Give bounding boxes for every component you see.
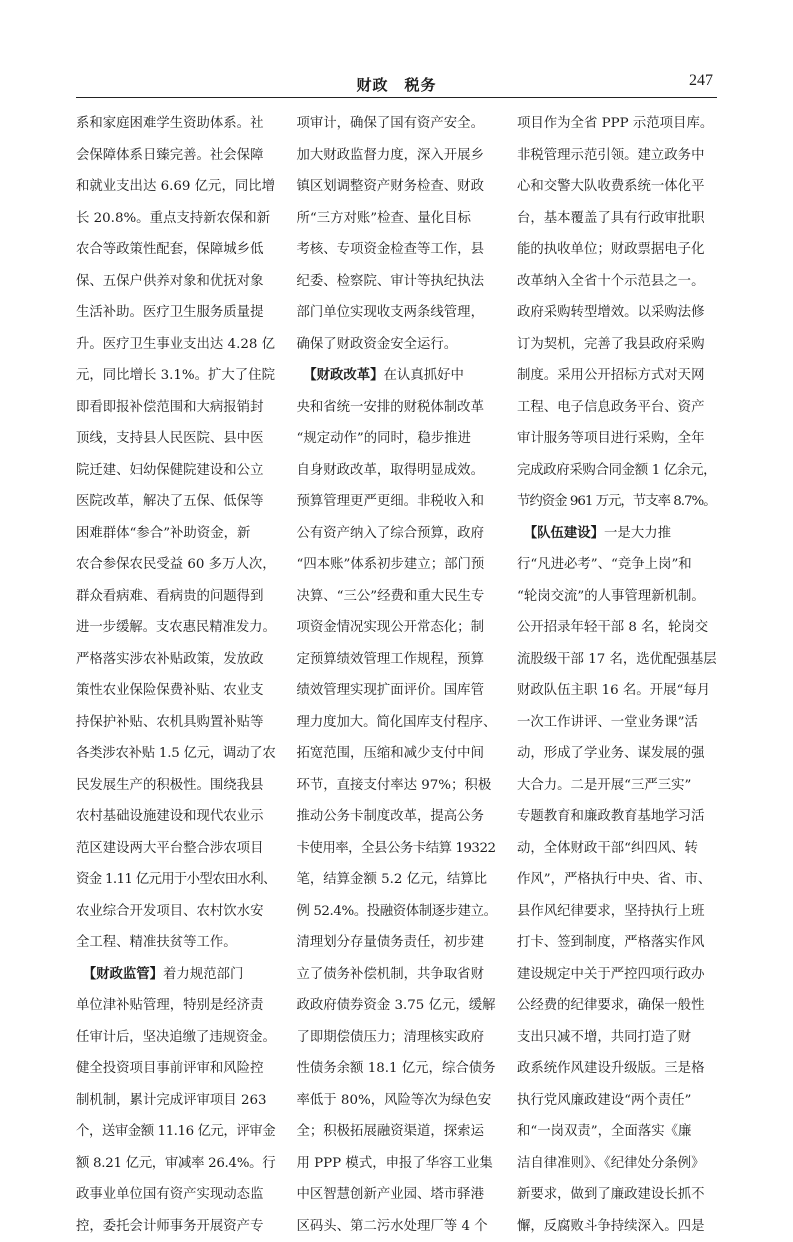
text-line: 生活补助。医疗卫生服务质量提: [76, 297, 276, 329]
section-tag: 【财政改革】: [310, 368, 384, 383]
text-line: 民发展生产的积极性。围绕我县: [76, 770, 276, 802]
text-line: 理力度加大。简化国库支付程序、: [297, 707, 497, 739]
text-line: 能的执收单位；财政票据电子化: [517, 234, 717, 266]
text-line: 打卡、签到制度，严格落实作风: [517, 927, 717, 959]
running-header-title: 财政 税务: [0, 74, 793, 95]
section-tag: 【队伍建设】: [530, 526, 604, 541]
text-line: 【财政改革】在认真抓好中: [297, 360, 497, 392]
text-line: 审计服务等项目进行采购，全年: [517, 423, 717, 455]
text-line: 农合等政策性配套，保障城乡低: [76, 234, 276, 266]
text-line: 非税管理示范引领。建立政务中: [517, 140, 717, 172]
text-line: 制度。采用公开招标方式对天网: [517, 360, 717, 392]
text-line: 资金 1.11 亿元用于小型农田水利、: [76, 864, 276, 896]
text-line: 加大财政监督力度，深入开展乡: [297, 140, 497, 172]
text-line: 动，全体财政干部“纠四风、转: [517, 833, 717, 865]
text-line: 控，委托会计师事务开展资产专: [76, 1211, 276, 1242]
text-line: “轮岗交流”的人事管理新机制。: [517, 581, 717, 613]
text-line: 卡使用率，全县公务卡结算 19322: [297, 833, 497, 865]
text-line: 工程、电子信息政务平台、资产: [517, 392, 717, 424]
text-line: 项资金情况实现公开常态化；制: [297, 612, 497, 644]
text-line: 节约资金 961 万元，节支率 8.7%。: [517, 486, 717, 518]
text-line: 项目作为全省 PPP 示范项目库。: [517, 108, 717, 140]
text-line: 农业综合开发项目、农村饮水安: [76, 896, 276, 928]
text-line: 改革纳入全省十个示范县之一。: [517, 266, 717, 298]
header-rule: [76, 97, 717, 98]
text-line: 清理划分存量债务责任，初步建: [297, 927, 497, 959]
text-line: 公有资产纳入了综合预算，政府: [297, 518, 497, 550]
text-line: 率低于 80%，风险等次为绿色安: [297, 1085, 497, 1117]
text-line: 严格落实涉农补贴政策，发放政: [76, 644, 276, 676]
text-line: 所“三方对账”检查、量化目标: [297, 203, 497, 235]
text-line: 策性农业保险保费补贴、农业支: [76, 675, 276, 707]
section-tag: 【财政监管】: [89, 967, 163, 982]
text-line: 决算、“三公”经费和重大民生专: [297, 581, 497, 613]
text-line: 绩效管理实现扩面评价。国库管: [297, 675, 497, 707]
text-line: 【队伍建设】一是大力推: [517, 518, 717, 550]
text-line: 持保护补贴、农机具购置补贴等: [76, 707, 276, 739]
text-line: 医院改革，解决了五保、低保等: [76, 486, 276, 518]
text-line: 央和省统一安排的财税体制改革: [297, 392, 497, 424]
text-line: 即看即报补偿范围和大病报销封: [76, 392, 276, 424]
text-columns: [76, 108, 717, 1068]
text-line: 纪委、检察院、审计等执纪执法: [297, 266, 497, 298]
column-middle: [297, 108, 497, 1068]
text-line: 任审计后，坚决追缴了违规资金。: [76, 1022, 276, 1054]
text-line: 支出只减不增，共同打造了财: [517, 1022, 717, 1054]
text-line: 区码头、第二污水处理厂等 4 个: [297, 1211, 497, 1242]
text-line: 订为契机，完善了我县政府采购: [517, 329, 717, 361]
text-line: 考核、专项资金检查等工作，县: [297, 234, 497, 266]
text-line: 进一步缓解。支农惠民精准发力。: [76, 612, 276, 644]
text-line: 各类涉农补贴 1.5 亿元，调动了农: [76, 738, 276, 770]
text-line: 和“一岗双责”，全面落实《廉: [517, 1116, 717, 1148]
text-line: 全；积极拓展融资渠道，探索运: [297, 1116, 497, 1148]
text-line: 政系统作风建设升级版。三是格: [517, 1053, 717, 1085]
text-line: 长 20.8%。重点支持新农保和新: [76, 203, 276, 235]
text-line: 制机制，累计完成评审项目 263: [76, 1085, 276, 1117]
text-line: 元，同比增长 3.1%。扩大了住院: [76, 360, 276, 392]
text-line: 县作风纪律要求，坚持执行上班: [517, 896, 717, 928]
text-line: 拓宽范围，压缩和减少支付中间: [297, 738, 497, 770]
text-line: 台，基本覆盖了具有行政审批职: [517, 203, 717, 235]
text-line: “四本账”体系初步建立；部门预: [297, 549, 497, 581]
text-line: 专题教育和廉政教育基地学习活: [517, 801, 717, 833]
text-line: 院迁建、妇幼保健院建设和公立: [76, 455, 276, 487]
text-line: 笔，结算金额 5.2 亿元，结算比: [297, 864, 497, 896]
text-line: 确保了财政资金安全运行。: [297, 329, 497, 361]
text-line: 会保障体系日臻完善。社会保障: [76, 140, 276, 172]
text-line: 新要求，做到了廉政建设长抓不: [517, 1179, 717, 1211]
text-line: 完成政府采购合同金额 1 亿余元，: [517, 455, 717, 487]
text-line: “规定动作”的同时，稳步推进: [297, 423, 497, 455]
page-number: 247: [689, 72, 713, 90]
text-line: 建设规定中关于严控四项行政办: [517, 959, 717, 991]
text-line: 镇区划调整资产财务检查、财政: [297, 171, 497, 203]
text-line: 定预算绩效管理工作规程，预算: [297, 644, 497, 676]
text-line: 困难群体“参合”补助资金，新: [76, 518, 276, 550]
text-line: 部门单位实现收支两条线管理，: [297, 297, 497, 329]
text-line: 项审计，确保了国有资产安全。: [297, 108, 497, 140]
text-line: 和就业支出达 6.69 亿元，同比增: [76, 171, 276, 203]
text-line: 执行党风廉政建设“两个责任”: [517, 1085, 717, 1117]
text-line: 一次工作讲评、一堂业务课”活: [517, 707, 717, 739]
text-line: 流股级干部 17 名，选优配强基层: [517, 644, 717, 676]
text-line: 保、五保户供养对象和优抚对象: [76, 266, 276, 298]
text-line: 自身财政改革，取得明显成效。: [297, 455, 497, 487]
text-line: 农合参保农民受益 60 多万人次，: [76, 549, 276, 581]
text-line: 全工程、精准扶贫等工作。: [76, 927, 276, 959]
text-line: 用 PPP 模式，申报了华容工业集: [297, 1148, 497, 1180]
text-line: 范区建设两大平台整合涉农项目: [76, 833, 276, 865]
text-line: 升。医疗卫生事业支出达 4.28 亿: [76, 329, 276, 361]
text-line: 公开招录年轻干部 8 名，轮岗交: [517, 612, 717, 644]
text-line: 推动公务卡制度改革，提高公务: [297, 801, 497, 833]
text-line: 【财政监管】着力规范部门: [76, 959, 276, 991]
text-line: 财政队伍主职 16 名。开展“每月: [517, 675, 717, 707]
text-line: 额 8.21 亿元，审减率 26.4%。行: [76, 1148, 276, 1180]
text-line: 农村基础设施建设和现代农业示: [76, 801, 276, 833]
text-line: 环节，直接支付率达 97%；积极: [297, 770, 497, 802]
text-line: 顶线，支持县人民医院、县中医: [76, 423, 276, 455]
text-line: 政府采购转型增效。以采购法修: [517, 297, 717, 329]
text-line: 心和交警大队收费系统一体化平: [517, 171, 717, 203]
text-line: 群众看病难、看病贵的问题得到: [76, 581, 276, 613]
text-line: 大合力。二是开展“三严三实”: [517, 770, 717, 802]
text-line: 了即期偿债压力；清理核实政府: [297, 1022, 497, 1054]
text-line: 立了债务补偿机制，共争取省财: [297, 959, 497, 991]
column-left: [76, 108, 276, 1068]
text-line: 例 52.4%。投融资体制逐步建立。: [297, 896, 497, 928]
text-line: 懈，反腐败斗争持续深入。四是: [517, 1211, 717, 1242]
text-line: 作风”，严格执行中央、省、市、: [517, 864, 717, 896]
text-line: 动，形成了学业务、谋发展的强: [517, 738, 717, 770]
text-line: 洁自律准则》、《纪律处分条例》: [517, 1148, 717, 1180]
text-line: 系和家庭困难学生资助体系。社: [76, 108, 276, 140]
text-line: 单位津补贴管理，特别是经济责: [76, 990, 276, 1022]
text-line: 预算管理更严更细。非税收入和: [297, 486, 497, 518]
text-line: 中区智慧创新产业园、塔市驿港: [297, 1179, 497, 1211]
column-right: [517, 108, 717, 1068]
text-line: 行“凡进必考”、“竞争上岗”和: [517, 549, 717, 581]
text-line: 性债务余额 18.1 亿元，综合债务: [297, 1053, 497, 1085]
text-line: 健全投资项目事前评审和风险控: [76, 1053, 276, 1085]
text-line: 公经费的纪律要求，确保一般性: [517, 990, 717, 1022]
text-line: 政事业单位国有资产实现动态监: [76, 1179, 276, 1211]
text-line: 政政府债券资金 3.75 亿元，缓解: [297, 990, 497, 1022]
text-line: 个，送审金额 11.16 亿元，评审金: [76, 1116, 276, 1148]
